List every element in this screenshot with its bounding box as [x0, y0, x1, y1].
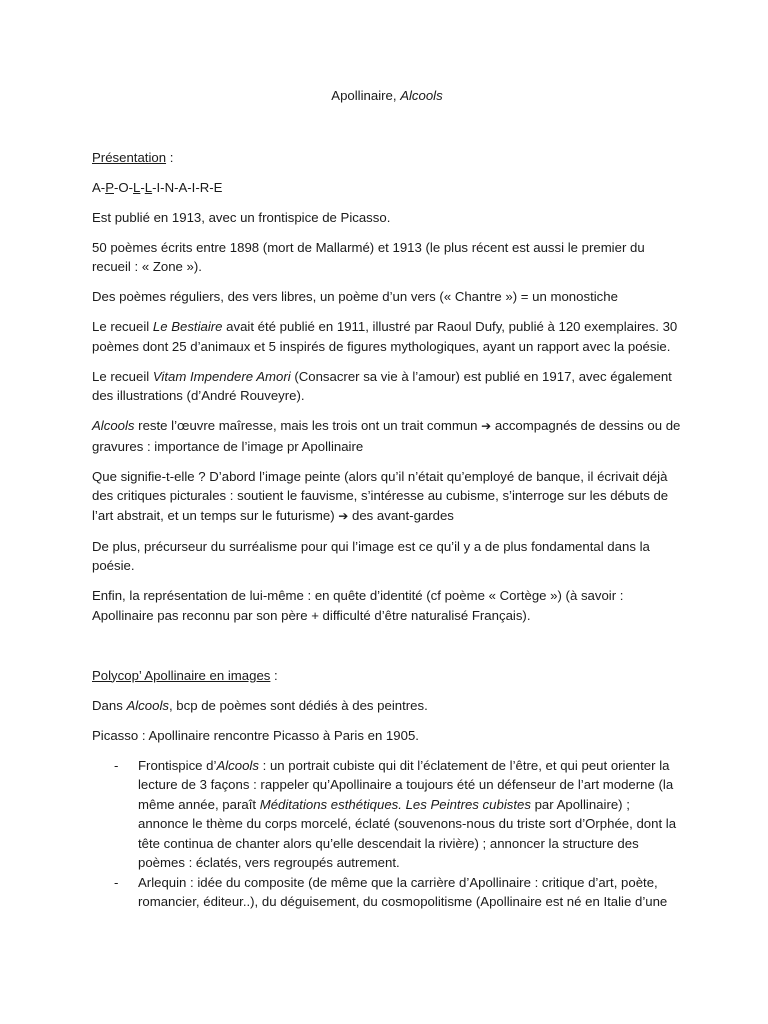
polycop-heading-suffix: : — [270, 667, 278, 683]
arrow-icon: ➔ — [338, 508, 349, 523]
meaning-paragraph — [92, 467, 682, 527]
work-title: Alcools — [92, 418, 135, 433]
name-part: L — [144, 179, 153, 195]
text-run: par Apollinaire) ; annonce le thème du corps morcelé, éclaté (souvenons-nous du triste sort d’Orphée, dont la tête continua de chanter alors qu’elle descendait la rivière) ; annoncer la structure des poèmes : éclatés, vers regroupés autrement. — [138, 796, 677, 870]
work-title: Le Bestiaire — [152, 319, 223, 334]
document-body — [92, 86, 682, 912]
page-title — [92, 86, 682, 106]
text-run: (Consacrer sa vie à l’amour) est publié en 1917, avec également des illustrations (d’André Rouveyre). — [92, 368, 672, 403]
title-work: Alcools — [400, 88, 443, 103]
dash-bullet: - — [114, 874, 119, 890]
list-item — [92, 873, 682, 912]
work-title: Alcools — [216, 757, 259, 773]
arrow-icon: ➔ — [481, 419, 492, 433]
text-run: accompagnés de dessins ou de gravures : importance de l’image pr Apollinaire — [92, 418, 681, 454]
work-title: Alcools — [126, 697, 169, 713]
published-paragraph: Est publié en 1913, avec un frontispice de Picasso. — [92, 209, 391, 225]
text-run: Frontispice d’ — [138, 757, 217, 773]
name-part: P — [105, 179, 114, 195]
vitam-paragraph — [92, 367, 682, 406]
text-run: Le recueil — [92, 368, 153, 384]
presentation-heading — [92, 148, 682, 168]
list-item — [92, 756, 682, 873]
dedications-paragraph — [92, 696, 682, 716]
name-part: L — [133, 179, 141, 195]
polycop-heading — [92, 666, 682, 686]
presentation-heading-suffix: : — [166, 149, 174, 165]
section-gap — [92, 636, 682, 666]
bestiaire-paragraph — [92, 317, 682, 356]
text-run: Le recueil — [92, 319, 153, 334]
poems-count-paragraph: 50 poèmes écrits entre 1898 (mort de Mallarmé) et 1913 (le plus récent est aussi le premier du recueil : « Zone »). — [92, 239, 645, 274]
text-run: avait été publié en 1911, illustré par Raoul Dufy, publié à 120 exemplaires. 30 poèmes dont 25 d’animaux et 5 inspirés de figures mythologiques, ayant un rapport avec la poésie. — [92, 319, 678, 354]
surrealism-paragraph: De plus, précurseur du surréalisme pour qui l’image est ce qu’il y a de plus fondamental dans la poésie. — [92, 538, 650, 573]
images-list — [92, 756, 682, 912]
presentation-heading-text: Présentation — [92, 149, 167, 165]
name-part: - — [140, 179, 145, 195]
text-run: Que signifie-t-elle ? D’abord l’image peinte (alors qu’il n’était qu’employé de banque, il écrivait déjà des critiques picturales : soutient le fauvisme, s’intéresse au cubisme, s’interroge sur les débuts de l’art abstrait, et un temps sur le futurisme) — [92, 468, 669, 523]
name-part: -I-N-A-I-R-E — [152, 179, 223, 195]
name-part: A- — [92, 179, 106, 195]
work-title: Vitam Impendere Amori — [152, 368, 291, 384]
title-author: Apollinaire, — [331, 88, 401, 103]
alcools-master-paragraph — [92, 416, 682, 456]
text-run: reste l’œuvre maîresse, mais les trois ont un trait commun — [134, 418, 482, 433]
picasso-paragraph: Picasso : Apollinaire rencontre Picasso à Paris en 1905. — [92, 727, 419, 743]
dash-bullet: - — [114, 757, 119, 773]
text-run: Arlequin : idée du composite (de même que la carrière d’Apollinaire : critique d’art, poète, romancier, éditeur..), du déguisement, du cosmopolitisme (Apollinaire est né en Italie d’une — [138, 874, 668, 909]
polycop-heading-text: Polycop’ Apollinaire en images — [92, 667, 271, 683]
identity-paragraph: Enfin, la représentation de lui-même : en quête d’identité (cf poème « Cortège ») (à savoir : Apollinaire pas reconnu par son père + difficulté d’être naturalisé Français). — [92, 588, 624, 623]
work-title: Méditations esthétiques. Les Peintres cubistes — [259, 796, 531, 812]
text-run: : un portrait cubiste qui dit l’éclatement de l’être, et qui peut orienter la lecture de 3 façons : rappeler qu’Apollinaire a toujours été un défenseur de l’art moderne (la même année, paraît — [138, 757, 674, 812]
name-part: -O- — [113, 179, 134, 195]
text-run: , bcp de poèmes sont dédiés à des peintres. — [168, 697, 428, 713]
forms-paragraph: Des poèmes réguliers, des vers libres, un poème d’un vers (« Chantre ») = un monostiche — [92, 289, 618, 304]
name-spelled — [92, 178, 682, 198]
text-run: Dans — [92, 697, 127, 713]
text-run: des avant-gardes — [348, 507, 454, 523]
